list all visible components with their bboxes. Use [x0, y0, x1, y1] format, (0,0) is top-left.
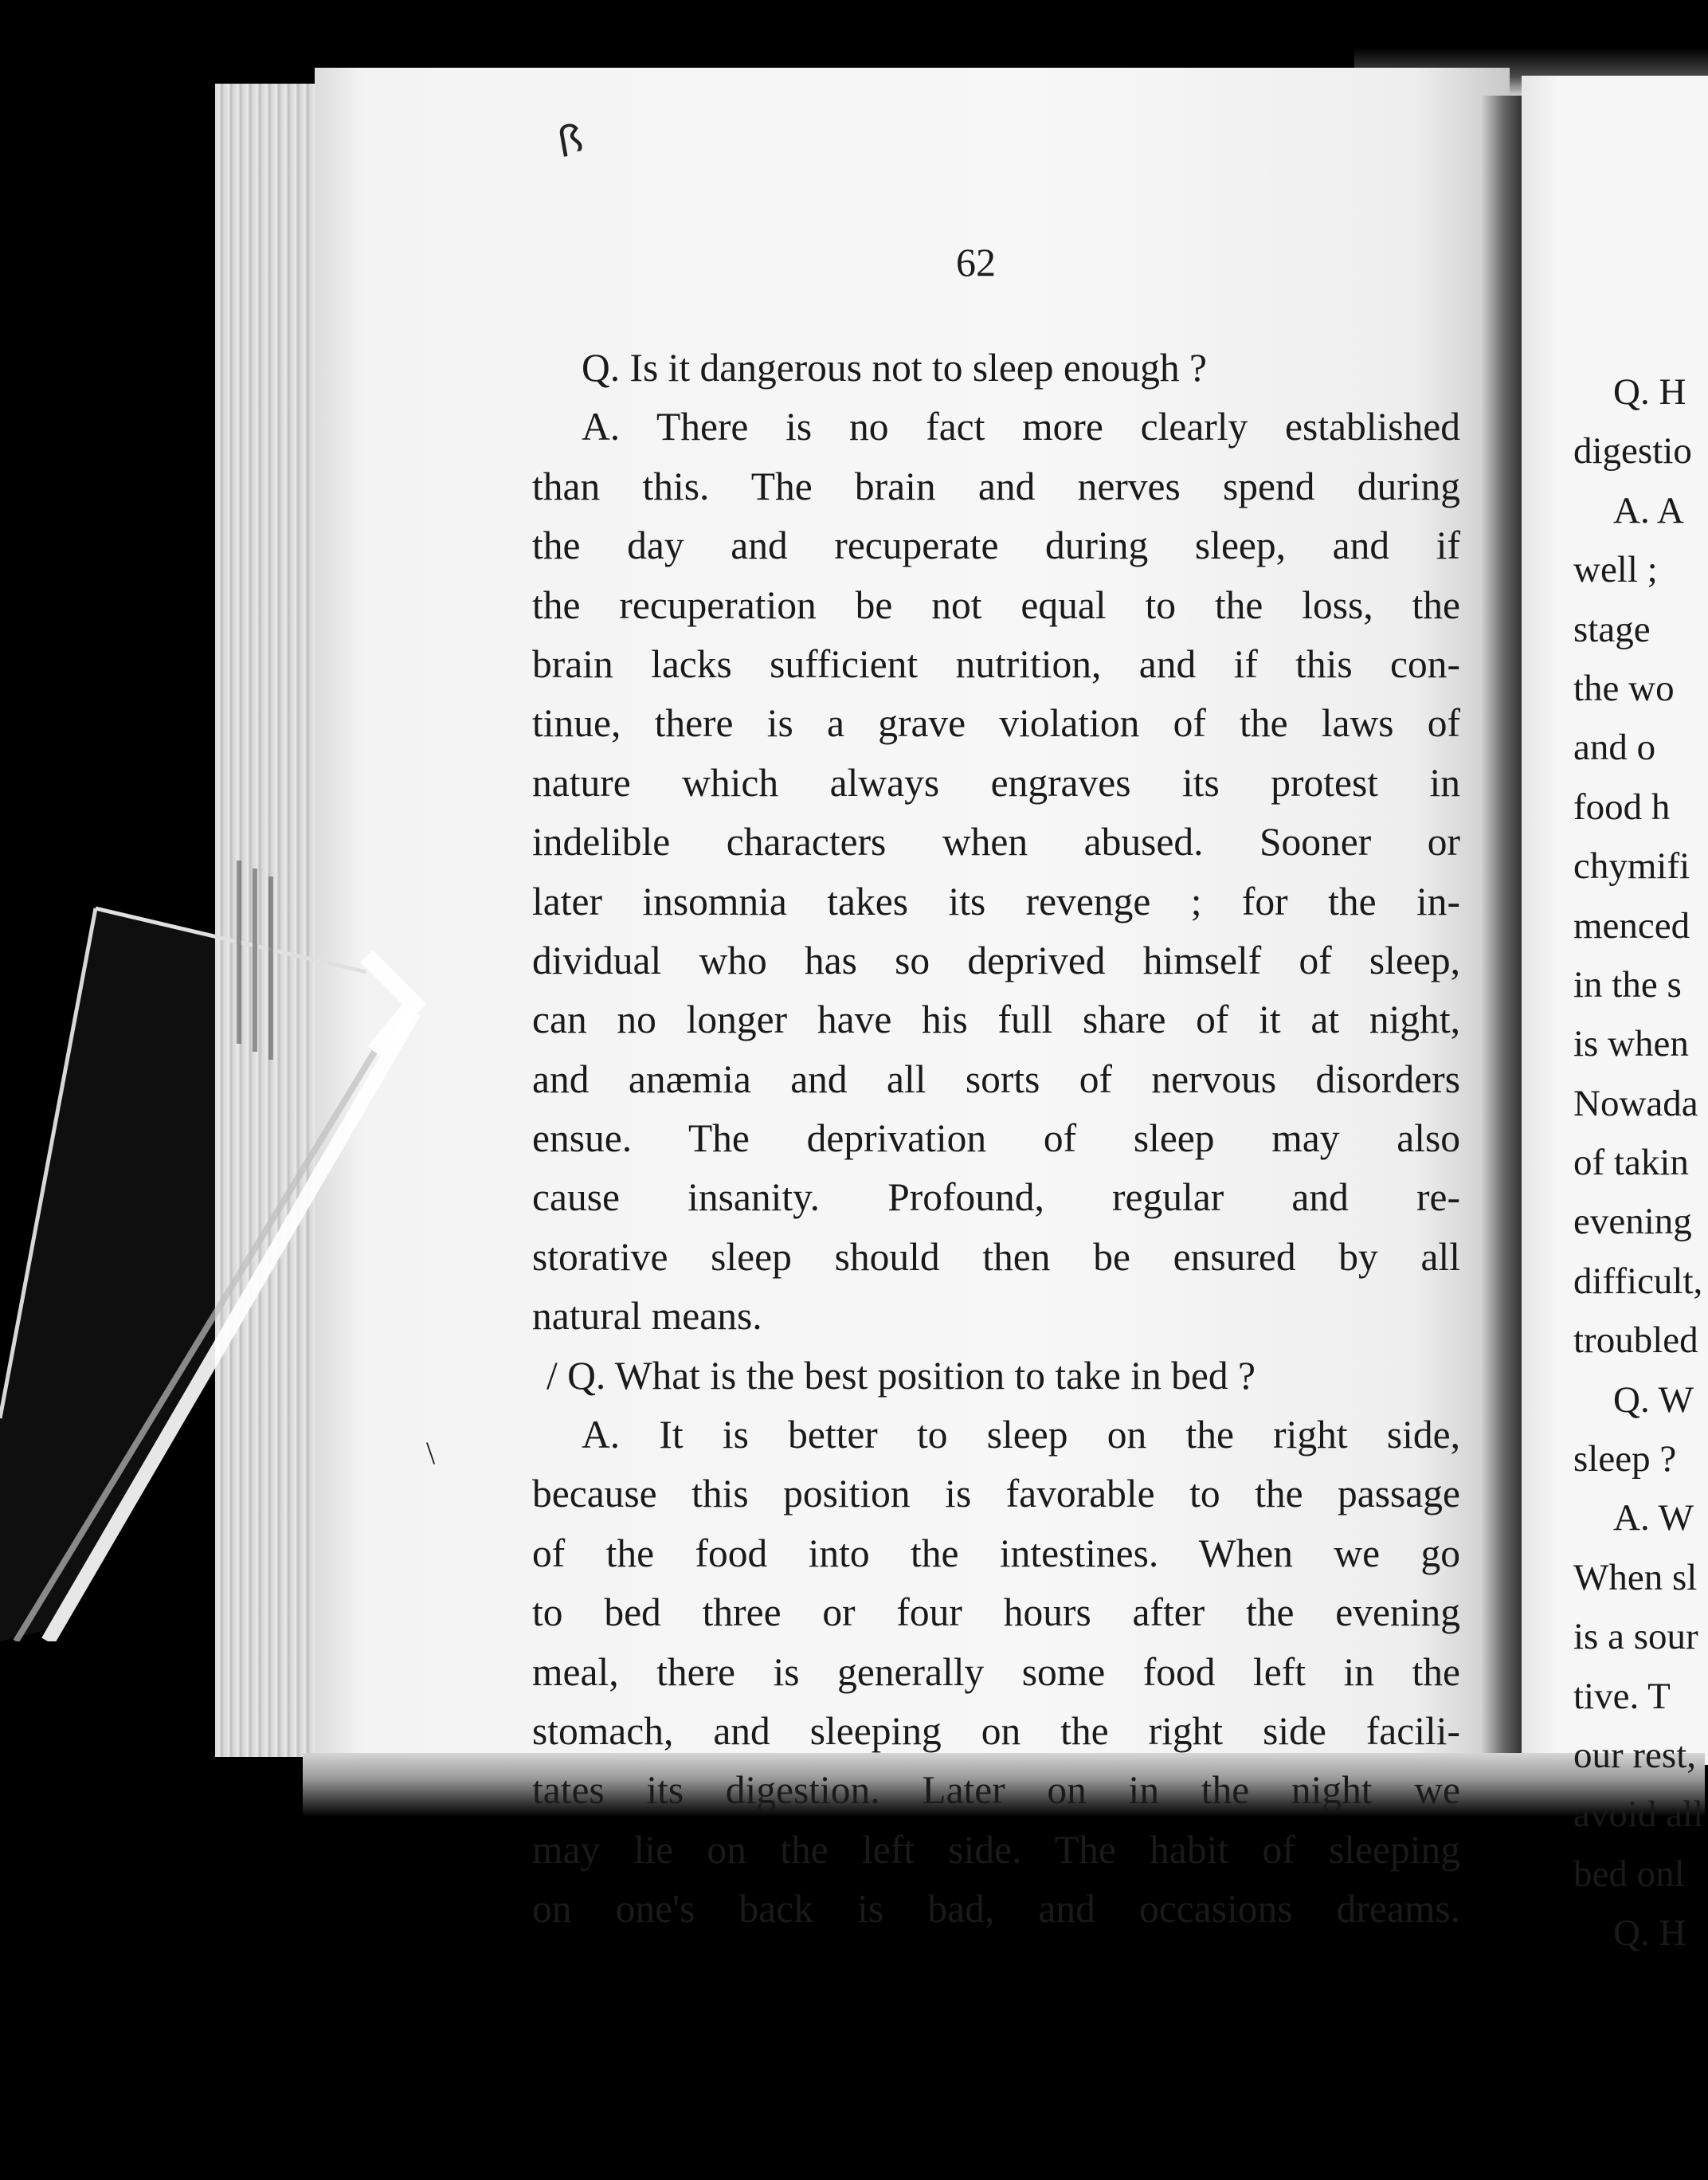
right-page-line: Q. H — [1613, 1912, 1686, 1955]
right-page-line: chymifi — [1573, 845, 1690, 888]
text-line: than this. The brain and nerves spend during — [532, 464, 1460, 508]
right-page-line: and o — [1573, 727, 1656, 769]
right-page-line: is when — [1573, 1023, 1689, 1065]
text-line: tates its digestion. Later on in the night we — [532, 1768, 1460, 1813]
right-page-line: A. W — [1613, 1497, 1694, 1539]
right-page-line: difficult, — [1573, 1260, 1703, 1302]
text-line: brain lacks sufficient nutrition, and if this con- — [532, 641, 1460, 686]
right-page-line: is a sour — [1573, 1616, 1698, 1658]
glass-plate-edge — [0, 845, 446, 1641]
right-page-line: our rest, — [1573, 1734, 1697, 1776]
right-page-line: A. A — [1613, 489, 1684, 531]
text-line: later insomnia takes its revenge ; for the in- — [532, 879, 1460, 923]
text-line: because this position is favorable to the passage — [532, 1472, 1460, 1516]
right-page-line: the wo — [1573, 667, 1675, 709]
text-line: meal, there is generally some food left in the — [532, 1649, 1460, 1694]
text-line: the day and recuperate during sleep, and if — [532, 523, 1460, 568]
right-page-line: bed onl — [1573, 1853, 1685, 1895]
right-page-line: of takin — [1573, 1142, 1689, 1184]
right-page-line: food h — [1573, 786, 1671, 828]
text-line: to bed three or four hours after the evening — [532, 1590, 1460, 1635]
text-line: indelible characters when abused. Sooner or — [532, 820, 1460, 865]
text-line: ensue. The deprivation of sleep may also — [532, 1116, 1460, 1161]
text-line: nature which always engraves its protest in — [532, 760, 1460, 805]
right-page-line: sleep ? — [1573, 1438, 1677, 1480]
pencil-mark-left: \ — [426, 1435, 436, 1471]
right-page-line: tive. T — [1573, 1675, 1671, 1717]
text-line: natural means. — [532, 1294, 762, 1339]
answer-line: A. It is better to sleep on the right side, — [582, 1413, 1460, 1457]
text-line: of the food into the intestines. When we go — [532, 1531, 1460, 1575]
left-page-text — [532, 339, 1460, 1939]
right-page-line: menced — [1573, 904, 1690, 947]
pencil-mark-top: ꟗ — [554, 117, 588, 167]
right-page-line: When sl — [1573, 1556, 1698, 1598]
right-page-line: Nowada — [1573, 1082, 1698, 1124]
text-line: on one's back is bad, and occasions dreams. — [532, 1887, 1460, 1931]
right-page-line: stage — [1573, 608, 1651, 650]
text-line: and anæmia and all sorts of nervous disorders — [532, 1057, 1460, 1101]
right-page-line: digestio — [1573, 430, 1692, 472]
text-line: storative sleep should then be ensured by all — [532, 1234, 1460, 1279]
text-line: dividual who has so deprived himself of sleep, — [532, 938, 1460, 982]
text-line: may lie on the left side. The habit of sleeping — [532, 1827, 1460, 1872]
right-page-line: well ; — [1573, 549, 1658, 591]
text-line: stomach, and sleeping on the right side facili- — [532, 1708, 1460, 1753]
right-page-line: avoid all — [1573, 1794, 1704, 1836]
question-line: Q. Is it dangerous not to sleep enough ? — [582, 346, 1207, 390]
right-page-line: evening — [1573, 1201, 1692, 1243]
text-line: the recuperation be not equal to the loss, the — [532, 582, 1460, 627]
right-page-text — [1573, 363, 1703, 1963]
right-page-line: Q. H — [1613, 371, 1686, 413]
question-line: / Q. What is the best position to take in bed ? — [546, 1353, 1256, 1398]
right-page-line: troubled — [1573, 1319, 1698, 1362]
page-number: 62 — [956, 240, 996, 284]
right-page-line: Q. W — [1613, 1378, 1694, 1421]
text-line: can no longer have his full share of it at night, — [532, 998, 1460, 1042]
text-line: tinue, there is a grave violation of the laws of — [532, 701, 1460, 746]
answer-line: A. There is no fact more clearly established — [582, 405, 1460, 449]
right-page-line: in the s — [1573, 963, 1682, 1006]
text-line: cause insanity. Profound, regular and re- — [532, 1175, 1460, 1220]
